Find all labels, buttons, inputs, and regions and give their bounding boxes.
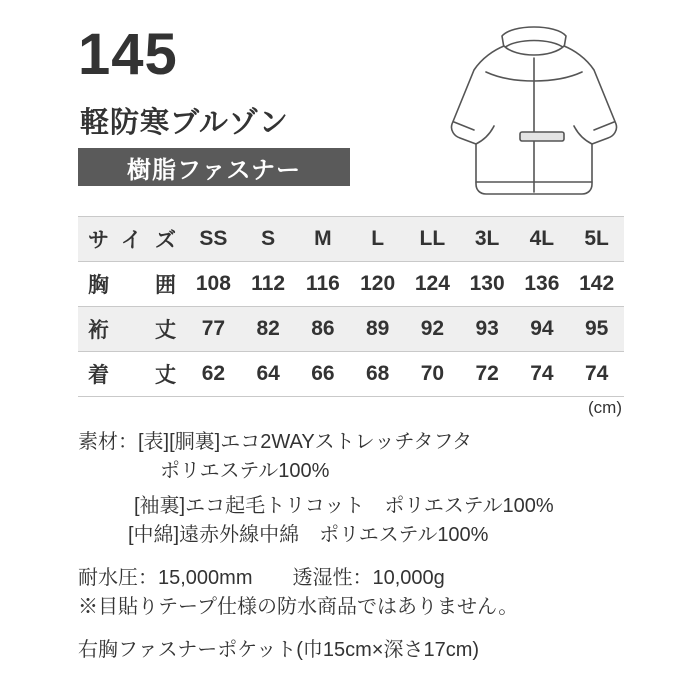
- size-s: S: [241, 217, 296, 262]
- length-4l: 74: [515, 352, 570, 397]
- length-m: 66: [296, 352, 351, 397]
- sleeve-s: 82: [241, 307, 296, 352]
- table-row-header: [78, 217, 624, 262]
- chest-3l: 130: [460, 262, 515, 307]
- length-ll: 70: [405, 352, 460, 397]
- sleeve-ll: 92: [405, 307, 460, 352]
- chest-ss: 108: [186, 262, 241, 307]
- jacket-back-illustration: [424, 14, 644, 210]
- material-line-1: 素材：[表][胴裏]エコ2WAYストレッチタフタ: [78, 431, 473, 453]
- performance-line: 耐水圧：15,000mm 透湿性：10,000g: [78, 567, 445, 589]
- table-row: [78, 307, 624, 352]
- sleeve-4l: 94: [515, 307, 570, 352]
- spec-text-block: [0, 428, 700, 665]
- chest-5l: 142: [569, 262, 624, 307]
- table-row: [78, 262, 624, 307]
- table-row: [78, 352, 624, 397]
- chest-ll: 124: [405, 262, 460, 307]
- row-label-sleeve: 裄 丈: [78, 307, 186, 352]
- size-4l: 4L: [515, 217, 570, 262]
- size-ss: SS: [186, 217, 241, 262]
- sleeve-ss: 77: [186, 307, 241, 352]
- length-3l: 72: [460, 352, 515, 397]
- product-name: 軽防寒ブルゾン: [80, 107, 289, 139]
- measurement-unit: (cm): [588, 398, 622, 417]
- size-label: サイズ: [78, 217, 186, 262]
- feature-badge: 樹脂ファスナー: [78, 148, 350, 186]
- length-l: 68: [350, 352, 405, 397]
- material-line-2: ポリエステル100%: [160, 460, 330, 482]
- product-number: 145: [78, 22, 178, 87]
- chest-4l: 136: [515, 262, 570, 307]
- material-line-3: [袖裏]エコ起毛トリコット ポリエステル100%: [134, 495, 554, 517]
- material-line-4: [中綿]遠赤外線中綿 ポリエステル100%: [128, 524, 489, 546]
- chest-s: 112: [241, 262, 296, 307]
- length-5l: 74: [569, 352, 624, 397]
- size-table: [78, 216, 624, 397]
- size-ll: LL: [405, 217, 460, 262]
- pocket-line: 右胸ファスナーポケット(巾15cm×深さ17cm): [78, 639, 480, 661]
- size-m: M: [296, 217, 351, 262]
- size-l: L: [350, 217, 405, 262]
- size-5l: 5L: [569, 217, 624, 262]
- size-3l: 3L: [460, 217, 515, 262]
- row-label-length: 着 丈: [78, 352, 186, 397]
- length-ss: 62: [186, 352, 241, 397]
- sleeve-5l: 95: [569, 307, 624, 352]
- sleeve-3l: 93: [460, 307, 515, 352]
- length-s: 64: [241, 352, 296, 397]
- sleeve-l: 89: [350, 307, 405, 352]
- chest-m: 116: [296, 262, 351, 307]
- row-label-chest: 胸 囲: [78, 262, 186, 307]
- chest-l: 120: [350, 262, 405, 307]
- note-line: ※目貼りテープ仕様の防水商品ではありません。: [78, 596, 519, 618]
- product-header: [0, 0, 700, 210]
- sleeve-m: 86: [296, 307, 351, 352]
